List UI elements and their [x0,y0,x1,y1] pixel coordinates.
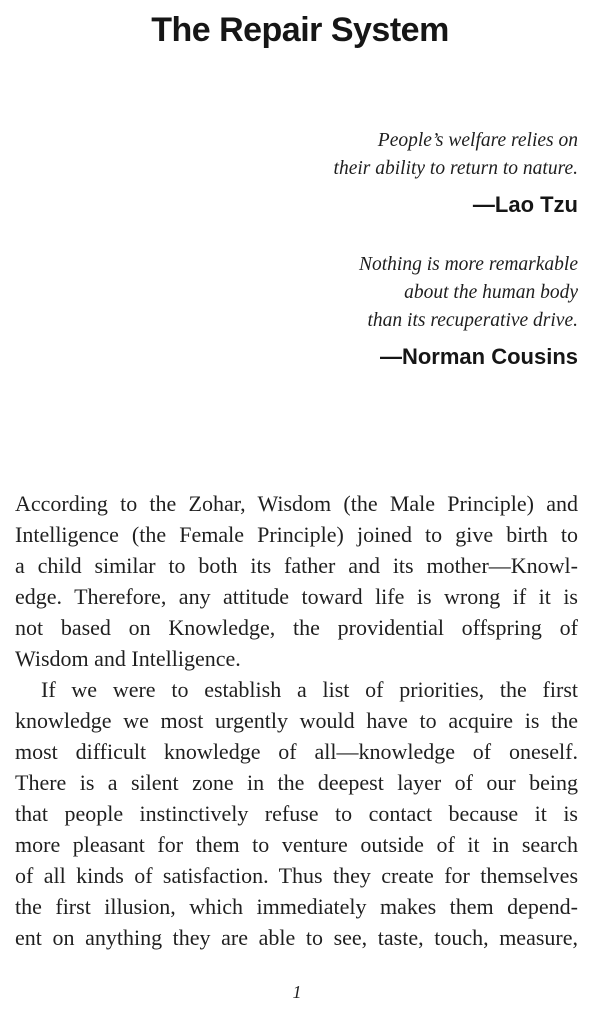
epigraph-line: People’s welfare relies on [377,130,578,151]
body-line: If we were to establish a list of priorities, the first [41,677,578,702]
epigraph-attribution-2: —Norman Cousins [379,344,578,369]
body-line: of all kinds of satisfaction. Thus they create for themselves [15,863,578,888]
epigraph-line: about the human body [404,282,578,303]
body-line: not based on Knowledge, the providential offspring of [15,615,578,640]
body-line: more pleasant for them to venture outside of it in search [15,832,578,857]
body-paragraph [15,488,578,674]
body-line: Wisdom and Intelligence. [15,646,241,671]
body-line: There is a silent zone in the deepest layer of our being [15,770,578,795]
epigraph-line: Nothing is more remarkable [359,254,578,275]
body-line: knowledge we most urgently would have to acquire is the [15,708,578,733]
epigraph-quote-1 [334,127,578,183]
body-line: that people instinctively refuse to contact because it is [15,801,578,826]
body-line: most difficult knowledge of all—knowledge of oneself. [15,739,578,764]
epigraph-line: their ability to return to nature. [333,158,578,179]
chapter-title: The Repair System [151,11,449,49]
body-text [15,488,578,953]
body-line: According to the Zohar, Wisdom (the Male Principle) and [15,491,578,516]
body-line: edge. Therefore, any attitude toward life is wrong if it is [15,584,578,609]
body-paragraph [15,674,578,953]
epigraph-attribution-1: —Lao Tzu [472,192,578,217]
body-line: Intelligence (the Female Principle) joined to give birth to [15,522,578,547]
body-line: ent on anything they are able to see, taste, touch, measure, [15,925,578,950]
epigraph-quote-2 [359,251,578,335]
epigraph-line: than its recuperative drive. [367,310,578,331]
page-number: 1 [292,982,302,1002]
body-line: the first illusion, which immediately makes them depend- [15,894,578,919]
body-line: a child similar to both its father and its mother—Knowl- [15,553,578,578]
